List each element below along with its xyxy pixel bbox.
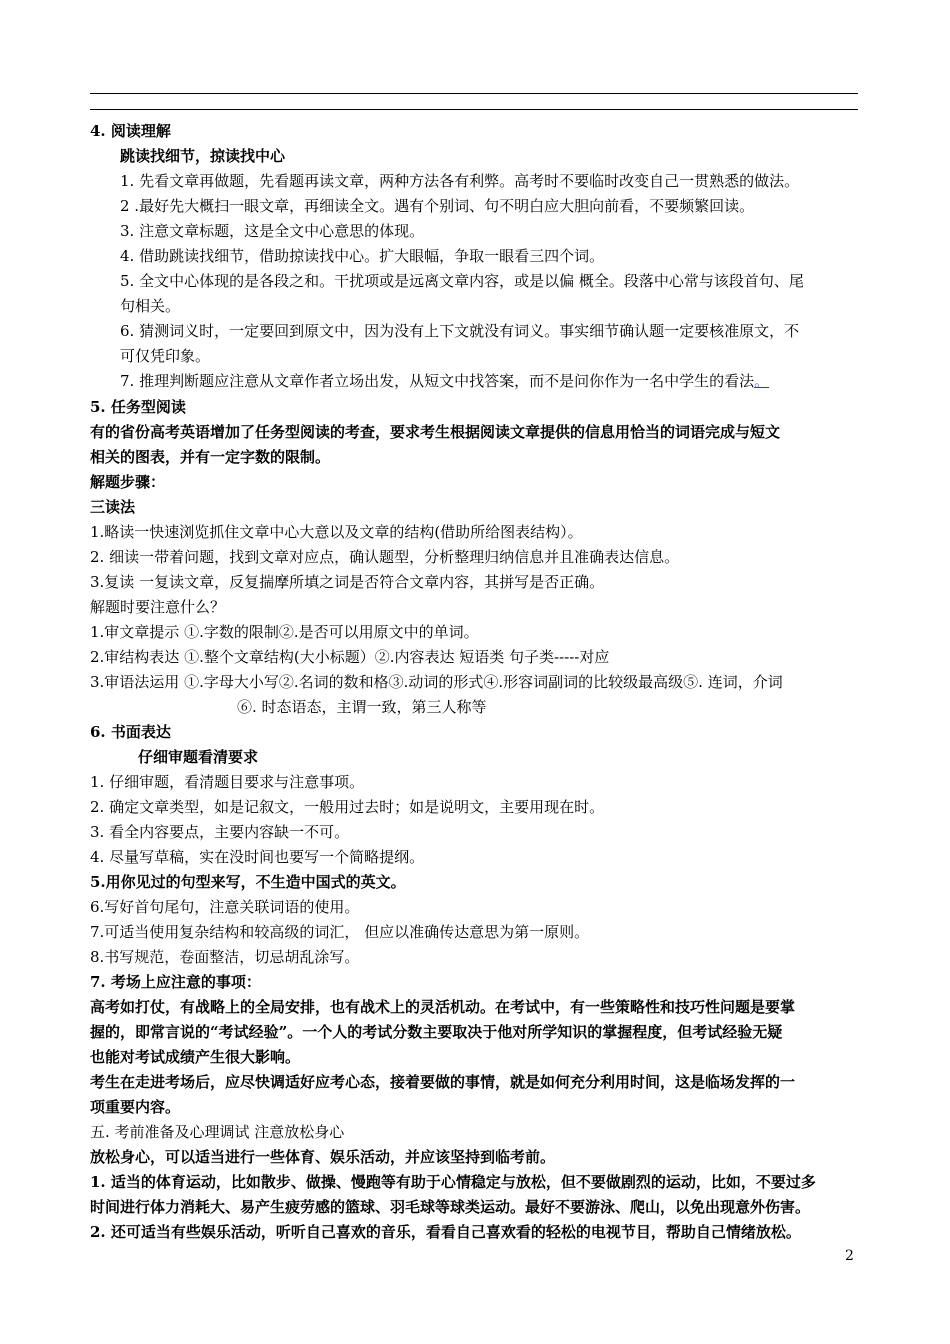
section-4-item: 可仅凭印象。 — [120, 347, 211, 365]
section-6-item: 2. 确定文章类型，如是记叙文，一般用过去时；如是说明文，主要用现在时。 — [90, 798, 605, 816]
section-6-item: 6.写好首句尾句，注意关联词语的使用。 — [90, 898, 360, 916]
section-7-paragraph-1: 也能对考试成绩产生很大影响。 — [90, 1048, 301, 1066]
section-6-item: 5.用你见过的句型来写，不生造中国式的英文。 — [90, 873, 406, 891]
attention-item: 3.审语法运用 ①.字母大小写②.名词的数和格③.动词的形式④.形容词副词的比较级最高级⑤. 连词，介词 — [90, 673, 783, 691]
attention-label: 解题时要注意什么？ — [90, 598, 226, 616]
section-4-item-text: 7. 推理判断题应注意从文章作者立场出发，从短文中找答案，而不是问你作为一名中学生的看法 — [120, 372, 755, 390]
section-6-heading: 6. 书面表达 — [90, 723, 171, 741]
section-4-item: 1. 先看文章再做题，先看题再读文章，两种方法各有利弊。高考时不要临时改变自己一贯熟悉的做法。 — [120, 172, 800, 190]
section-5-intro: 相关的图表，并有一定字数的限制。 — [90, 448, 331, 466]
section-6-item: 7.可适当使用复杂结构和较高级的词汇， 但应以准确传达意思为第一原则。 — [90, 923, 590, 941]
section-7-paragraph-2: 项重要内容。 — [90, 1098, 181, 1116]
section-4-item: 3. 注意文章标题，这是全文中心意思的体现。 — [120, 222, 425, 240]
section-4-item: 6. 猜测词义时，一定要回到原文中，因为没有上下文就没有词义。事实细节确认题一定要核准原文，不 — [120, 322, 800, 340]
attention-item: ⑥. 时态语态，主谓一致，第三人称等 — [237, 698, 487, 716]
section-7-paragraph-1: 高考如打仗，有战略上的全局安排，也有战术上的灵活机动。在考试中，有一些策略性和技巧性问题是要掌 — [90, 998, 796, 1016]
period-link[interactable]: 。 — [754, 372, 770, 390]
section-five-item-2: 2. 还可适当有些娱乐活动，听听自己喜欢的音乐，看看自己喜欢看的轻松的电视节目，帮助自己情绪放松。 — [90, 1223, 801, 1241]
page-number: 2 — [845, 1248, 854, 1264]
section-4-item: 2 .最好先大概扫一眼文章，再细读全文。遇有个别词、句不明白应大胆向前看，不要频繁回读。 — [120, 197, 755, 215]
header-rule-top — [90, 93, 858, 94]
section-5-intro: 有的省份高考英语增加了任务型阅读的考查，要求考生根据阅读文章提供的信息用恰当的词语完成与短文 — [90, 423, 781, 441]
section-4-heading: 4. 阅读理解 — [90, 122, 171, 140]
section-five-intro: 放松身心，可以适当进行一些体育、娱乐活动，并应该坚持到临考前。 — [90, 1148, 556, 1166]
step-item: 1.略读一快速浏览抓住文章中心大意以及文章的结构(借助所给图表结构）。 — [90, 523, 583, 541]
section-4-item: 4. 借助跳读找细节，借助掠读找中心。扩大眼幅，争取一眼看三四个词。 — [120, 247, 605, 265]
section-6-item: 8.书写规范，卷面整洁，切忌胡乱涂写。 — [90, 948, 360, 966]
section-6-item: 1. 仔细审题，看清题目要求与注意事项。 — [90, 773, 365, 791]
method-label: 三读法 — [90, 498, 136, 516]
section-4-item: 5. 全文中心体现的是各段之和。干扰项或是远离文章内容，或是以偏 概全。段落中心常与该段首句、尾 — [120, 272, 804, 290]
section-5-heading: 5. 任务型阅读 — [90, 398, 186, 416]
section-4-item — [120, 371, 769, 391]
step-item: 2. 细读一带着问题，找到文章对应点，确认题型，分析整理归纳信息并且准确表达信息。 — [90, 548, 680, 566]
step-item: 3.复读 一复读文章，反复揣摩所填之词是否符合文章内容，其拼写是否正确。 — [90, 573, 605, 591]
attention-item: 1.审文章提示 ①.字数的限制②.是否可以用原文中的单词。 — [90, 623, 479, 641]
section-7-paragraph-2: 考生在走进考场后，应尽快调适好应考心态，接着要做的事情，就是如何充分利用时间，这是临场发挥的一 — [90, 1073, 796, 1091]
section-4-item: 句相关。 — [120, 297, 181, 315]
section-6-item: 3. 看全内容要点，主要内容缺一不可。 — [90, 823, 350, 841]
section-five-heading: 五. 考前准备及心理调试 注意放松身心 — [90, 1123, 345, 1141]
section-6-item: 4. 尽量写草稿，实在没时间也要写一个简略提纲。 — [90, 848, 425, 866]
steps-label: 解题步骤： — [90, 473, 166, 491]
section-7-heading: 7. 考场上应注意的事项： — [90, 973, 261, 991]
section-five-item-1: 时间进行体力消耗大、易产生疲劳感的篮球、羽毛球等球类运动。最好不要游泳、爬山，以免出现意外伤害。 — [90, 1198, 811, 1216]
header-rule-bottom — [90, 109, 858, 110]
section-five-item-1: 1. 适当的体育运动，比如散步、做操、慢跑等有助于心情稳定与放松，但不要做剧烈的运动，比如，不要过多 — [90, 1173, 816, 1191]
attention-item: 2.审结构表达 ①.整个文章结构(大小标题）②.内容表达 短语类 句子类-----对应 — [90, 648, 610, 666]
section-6-subheading: 仔细审题看清要求 — [138, 748, 259, 766]
section-7-paragraph-1: 握的，即常言说的“考试经验”。一个人的考试分数主要取决于他对所学知识的掌握程度，但考试经验无疑 — [90, 1023, 783, 1041]
section-4-subheading: 跳读找细节，掠读找中心 — [120, 147, 286, 165]
